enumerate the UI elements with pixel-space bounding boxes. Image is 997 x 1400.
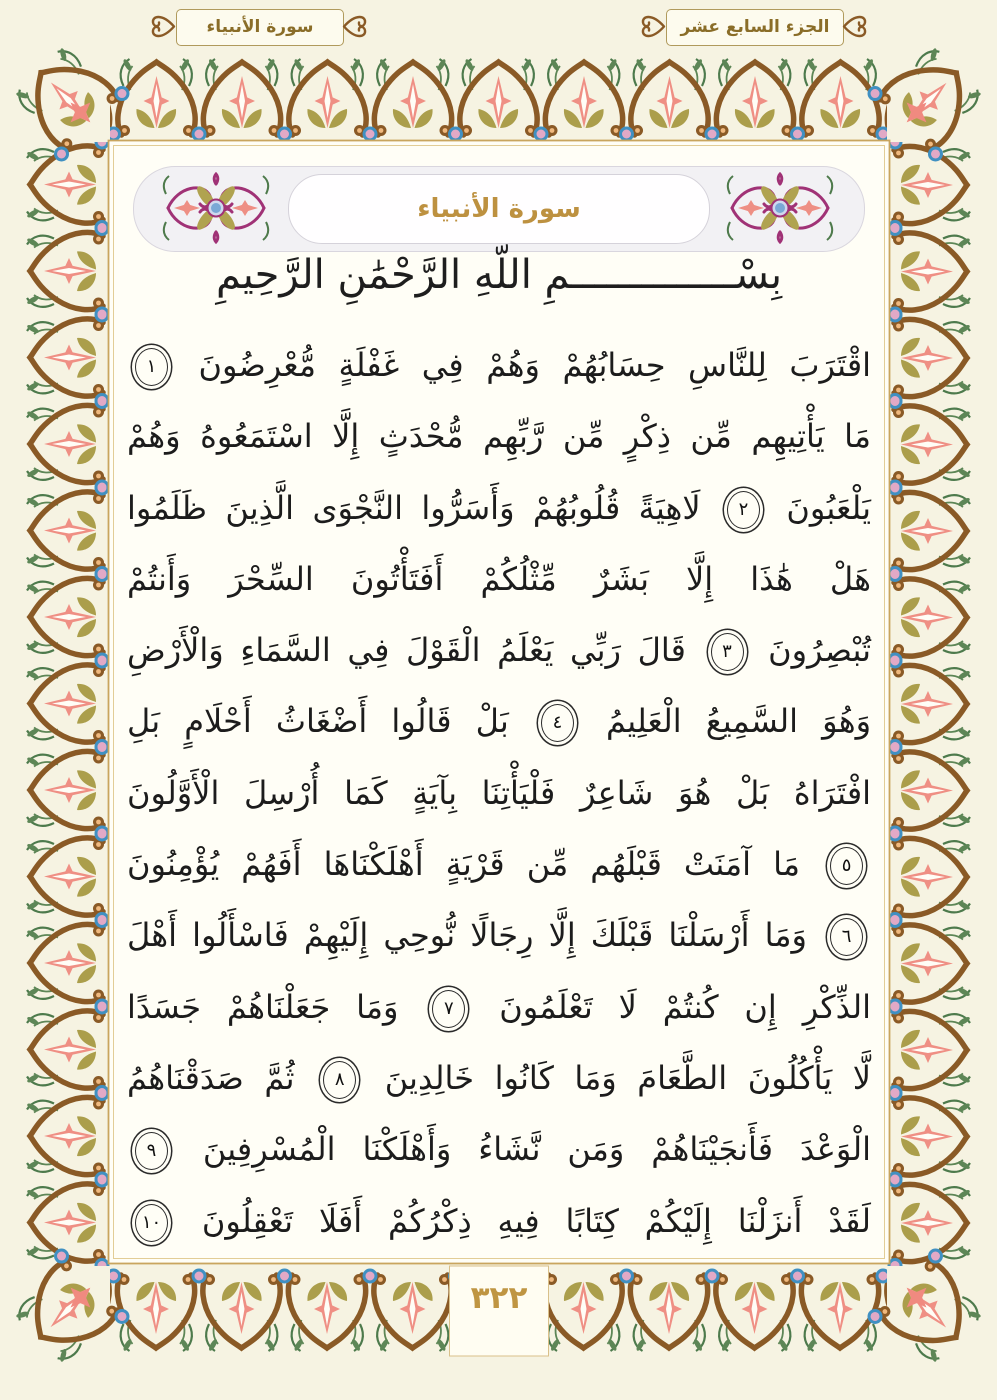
surah-title-text: سورة الأنبياء: [417, 194, 581, 224]
quran-text-segment: ثُمَّ صَدَقْنَاهُمُ: [127, 1058, 295, 1097]
quran-text-segment: يَلْعَبُونَ: [786, 488, 872, 527]
quran-text-segment: لَاهِيَةً قُلُوبُهُمْ وَأَسَرُّوا النَّجْوَى الَّذِينَ ظَلَمُوا: [127, 488, 701, 527]
verse-number-medallion: ٢: [727, 491, 760, 529]
quran-line: [127, 544, 871, 615]
heart-bracket-icon: [150, 9, 176, 44]
quran-line: [127, 829, 871, 900]
page-number: ٣٢٢: [470, 1280, 528, 1316]
quran-text-segment: مَا يَأْتِيهِم مِّن ذِكْرٍ مِّن رَّبِّهِم مُّحْدَثٍ إِلَّا اسْتَمَعُوهُ وَهُمْ: [127, 417, 871, 456]
quran-line: [127, 972, 871, 1043]
quran-line: [127, 758, 871, 829]
quran-text-segment: لَّا يَأْكُلُونَ الطَّعَامَ وَمَا كَانُوا خَالِدِينَ: [384, 1058, 872, 1097]
floral-medallion-icon: [724, 172, 836, 244]
quran-line: [127, 330, 871, 401]
quran-text-segment: وَمَا أَرْسَلْنَا قَبْلَكَ إِلَّا رِجَالًا نُّوحِي إِلَيْهِمْ فَاسْأَلُوا أَهْلَ: [127, 916, 807, 955]
quran-line: [127, 686, 871, 757]
quran-line: [127, 401, 871, 472]
verse-number-medallion: ٣: [711, 633, 744, 671]
heart-bracket-icon: [342, 9, 368, 44]
quran-text-segment: الذِّكْرِ إِن كُنتُمْ لَا تَعْلَمُونَ: [499, 987, 872, 1026]
quran-text-segment: وَهُوَ السَّمِيعُ الْعَلِيمُ: [605, 702, 872, 741]
verse-number-medallion: ٩: [135, 1132, 168, 1170]
floral-medallion-icon: [160, 172, 272, 244]
header-juz-cartouche: [666, 9, 844, 46]
verse-number-medallion: ١٠: [135, 1204, 168, 1242]
quran-text-segment: قَالَ رَبِّي يَعْلَمُ الْقَوْلَ فِي السَّمَاءِ وَالْأَرْضِ: [127, 631, 686, 670]
quran-line: [127, 473, 871, 544]
verse-number-medallion: ٤: [541, 704, 574, 742]
quran-text-segment: افْتَرَاهُ بَلْ هُوَ شَاعِرٌ فَلْيَأْتِنَا بِآيَةٍ كَمَا أُرْسِلَ الْأَوَّلُونَ: [127, 773, 871, 812]
quran-line: [127, 1186, 871, 1257]
quran-text-segment: وَمَا جَعَلْنَاهُمْ جَسَدًا: [127, 987, 399, 1026]
verse-number-medallion: ٥: [830, 847, 863, 885]
verse-number-medallion: ١: [135, 348, 168, 386]
verse-number-medallion: ٦: [830, 918, 863, 956]
surah-title-cartouche: [288, 174, 710, 244]
quran-lines: [127, 330, 871, 1257]
quran-line: [127, 615, 871, 686]
heart-bracket-icon: [640, 9, 666, 44]
quran-text-segment: لَقَدْ أَنزَلْنَا إِلَيْكُمْ كِتَابًا فِيهِ ذِكْرُكُمْ أَفَلَا تَعْقِلُونَ: [201, 1201, 871, 1240]
header-surah-cartouche: [176, 9, 344, 46]
heart-bracket-icon: [842, 9, 868, 44]
basmala: بِسْــــــــــــــمِ اللَّهِ الرَّحْمَٰنِ الرَّحِيمِ: [215, 252, 783, 298]
header-juz-label: الجزء السابع عشر: [680, 17, 830, 37]
verse-number-medallion: ٧: [432, 990, 465, 1028]
quran-text-segment: الْوَعْدَ فَأَنجَيْنَاهُمْ وَمَن نَّشَاءُ وَأَهْلَكْنَا الْمُسْرِفِينَ: [202, 1130, 871, 1169]
quran-text-segment: هَلْ هَٰذَا إِلَّا بَشَرٌ مِّثْلُكُمْ أَفَتَأْتُونَ السِّحْرَ وَأَنتُمْ: [127, 559, 871, 598]
quran-text-segment: تُبْصِرُونَ: [768, 631, 872, 670]
verse-number-medallion: ٨: [323, 1061, 356, 1099]
quran-line: [127, 1114, 871, 1185]
quran-text-segment: مَا آمَنَتْ قَبْلَهُم مِّن قَرْيَةٍ أَهْلَكْنَاهَا أَفَهُمْ يُؤْمِنُونَ: [127, 845, 800, 884]
quran-text-segment: اقْتَرَبَ لِلنَّاسِ حِسَابُهُمْ وَهُمْ فِي غَفْلَةٍ مُّعْرِضُونَ: [198, 346, 871, 384]
quran-line: [127, 1043, 871, 1114]
quran-text-segment: بَلْ قَالُوا أَضْغَاثُ أَحْلَامٍ بَلِ: [127, 702, 509, 741]
header-surah-label: سورة الأنبياء: [206, 17, 314, 37]
quran-line: [127, 900, 871, 971]
